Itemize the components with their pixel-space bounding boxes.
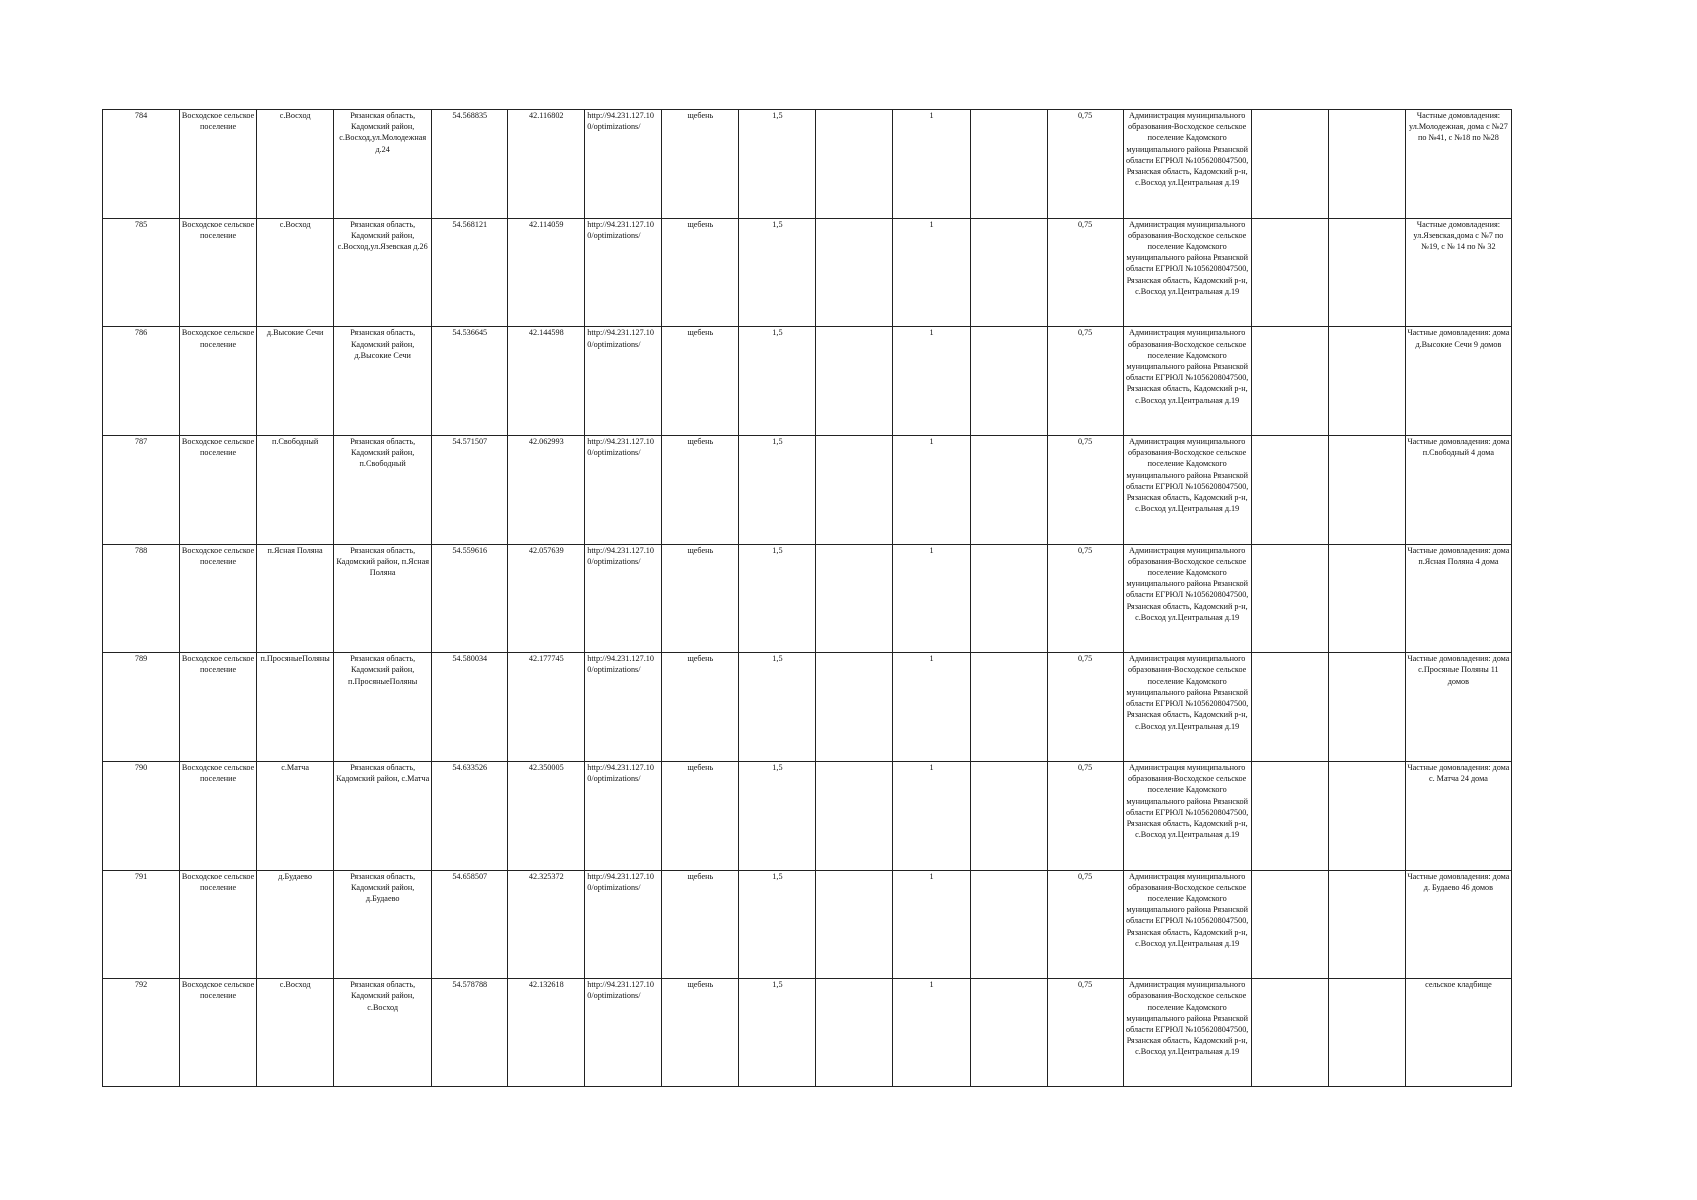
longitude-cell: 42.116802: [508, 110, 585, 219]
settlement-cell: Восходское сельское поселение: [180, 110, 257, 219]
surface-type-cell: щебень: [662, 435, 739, 544]
settlement-cell: Восходское сельское поселение: [180, 979, 257, 1087]
table-row: [103, 653, 1512, 762]
owner-info-cell: Администрация муниципального образования-Восходское сельское поселение Кадомского муниципального района Рязанской области ЕГРЮЛ №1056208047500, Рязанская область, Кадомский р-н, с.Восход ул.Центральная д.19: [1123, 435, 1251, 544]
area-cell: 1,5: [739, 435, 816, 544]
container-count-cell: 1: [893, 327, 970, 436]
table-row: [103, 544, 1512, 653]
latitude-cell: 54.571507: [432, 435, 508, 544]
waste-sources-cell: Частные домовладения: дома д.Высокие Сечи 9 домов: [1405, 327, 1511, 436]
empty-cell: [970, 110, 1047, 219]
row-number-cell: 784: [103, 110, 180, 219]
empty-cell: [816, 544, 893, 653]
container-volume-cell: 0,75: [1047, 870, 1123, 979]
empty-cell: [816, 653, 893, 762]
empty-cell: [970, 870, 1047, 979]
empty-cell: [1251, 761, 1328, 870]
address-cell: Рязанская область, Кадомский район, с.Восход,ул.Молодежная д.24: [334, 110, 432, 219]
empty-cell: [816, 110, 893, 219]
owner-info-cell: Администрация муниципального образования-Восходское сельское поселение Кадомского муниципального района Рязанской области ЕГРЮЛ №1056208047500, Рязанская область, Кадомский р-н, с.Восход ул.Центральная д.19: [1123, 870, 1251, 979]
latitude-cell: 54.568121: [432, 218, 508, 327]
waste-sites-table: [102, 109, 1512, 1087]
table-row: [103, 435, 1512, 544]
area-cell: 1,5: [739, 761, 816, 870]
row-number-cell: 787: [103, 435, 180, 544]
longitude-cell: 42.350005: [508, 761, 585, 870]
container-volume-cell: 0,75: [1047, 218, 1123, 327]
surface-type-cell: щебень: [662, 110, 739, 219]
address-cell: Рязанская область, Кадомский район, п.ПросяныеПоляны: [334, 653, 432, 762]
container-volume-cell: 0,75: [1047, 110, 1123, 219]
empty-cell: [1251, 218, 1328, 327]
optimization-link[interactable]: http://94.231.127.10 0/optimizations/: [585, 544, 662, 653]
area-cell: 1,5: [739, 218, 816, 327]
waste-sources-cell: Частные домовладения: ул.Молодежная, дома с №27 по №41, с №18 по №28: [1405, 110, 1511, 219]
latitude-cell: 54.658507: [432, 870, 508, 979]
empty-cell: [816, 979, 893, 1087]
optimization-link[interactable]: http://94.231.127.10 0/optimizations/: [585, 761, 662, 870]
longitude-cell: 42.325372: [508, 870, 585, 979]
longitude-cell: 42.144598: [508, 327, 585, 436]
empty-cell: [816, 327, 893, 436]
waste-sources-cell: Частные домовладения: дома с. Матча 24 дома: [1405, 761, 1511, 870]
address-cell: Рязанская область, Кадомский район, п.Ясная Поляна: [334, 544, 432, 653]
empty-cell: [970, 435, 1047, 544]
container-count-cell: 1: [893, 544, 970, 653]
settlement-cell: Восходское сельское поселение: [180, 544, 257, 653]
container-count-cell: 1: [893, 218, 970, 327]
surface-type-cell: щебень: [662, 544, 739, 653]
area-cell: 1,5: [739, 327, 816, 436]
optimization-link[interactable]: http://94.231.127.10 0/optimizations/: [585, 653, 662, 762]
locality-cell: п.ПросяныеПоляны: [257, 653, 334, 762]
settlement-cell: Восходское сельское поселение: [180, 761, 257, 870]
owner-info-cell: Администрация муниципального образования-Восходское сельское поселение Кадомского муниципального района Рязанской области ЕГРЮЛ №1056208047500, Рязанская область, Кадомский р-н, с.Восход ул.Центральная д.19: [1123, 218, 1251, 327]
container-count-cell: 1: [893, 435, 970, 544]
latitude-cell: 54.559616: [432, 544, 508, 653]
optimization-link[interactable]: http://94.231.127.10 0/optimizations/: [585, 327, 662, 436]
table-row: [103, 327, 1512, 436]
empty-cell: [1328, 110, 1405, 219]
table-row: [103, 110, 1512, 219]
latitude-cell: 54.580034: [432, 653, 508, 762]
surface-type-cell: щебень: [662, 218, 739, 327]
table-body: [103, 110, 1512, 1087]
row-number-cell: 790: [103, 761, 180, 870]
surface-type-cell: щебень: [662, 761, 739, 870]
address-cell: Рязанская область, Кадомский район, д.Будаево: [334, 870, 432, 979]
table-row: [103, 218, 1512, 327]
surface-type-cell: щебень: [662, 979, 739, 1087]
empty-cell: [970, 653, 1047, 762]
owner-info-cell: Администрация муниципального образования-Восходское сельское поселение Кадомского муниципального района Рязанской области ЕГРЮЛ №1056208047500, Рязанская область, Кадомский р-н, с.Восход ул.Центральная д.19: [1123, 327, 1251, 436]
surface-type-cell: щебень: [662, 327, 739, 436]
container-count-cell: 1: [893, 761, 970, 870]
locality-cell: с.Восход: [257, 110, 334, 219]
locality-cell: с.Матча: [257, 761, 334, 870]
surface-type-cell: щебень: [662, 870, 739, 979]
optimization-link[interactable]: http://94.231.127.10 0/optimizations/: [585, 435, 662, 544]
waste-sources-cell: Частные домовладения: ул.Язевская,дома с №7 по №19, с № 14 по № 32: [1405, 218, 1511, 327]
address-cell: Рязанская область, Кадомский район, с.Восход: [334, 979, 432, 1087]
empty-cell: [1251, 979, 1328, 1087]
container-volume-cell: 0,75: [1047, 761, 1123, 870]
empty-cell: [970, 218, 1047, 327]
optimization-link[interactable]: http://94.231.127.10 0/optimizations/: [585, 110, 662, 219]
optimization-link[interactable]: http://94.231.127.10 0/optimizations/: [585, 979, 662, 1087]
waste-sources-cell: Частные домовладения: дома с.Просяные Поляны 11 домов: [1405, 653, 1511, 762]
row-number-cell: 786: [103, 327, 180, 436]
locality-cell: д.Будаево: [257, 870, 334, 979]
container-count-cell: 1: [893, 870, 970, 979]
area-cell: 1,5: [739, 110, 816, 219]
empty-cell: [1328, 870, 1405, 979]
empty-cell: [816, 761, 893, 870]
row-number-cell: 791: [103, 870, 180, 979]
settlement-cell: Восходское сельское поселение: [180, 218, 257, 327]
settlement-cell: Восходское сельское поселение: [180, 327, 257, 436]
container-volume-cell: 0,75: [1047, 544, 1123, 653]
empty-cell: [816, 870, 893, 979]
empty-cell: [1328, 761, 1405, 870]
address-cell: Рязанская область, Кадомский район, с.Восход,ул.Язевская д.26: [334, 218, 432, 327]
longitude-cell: 42.057639: [508, 544, 585, 653]
locality-cell: д.Высокие Сечи: [257, 327, 334, 436]
row-number-cell: 788: [103, 544, 180, 653]
owner-info-cell: Администрация муниципального образования-Восходское сельское поселение Кадомского муниципального района Рязанской области ЕГРЮЛ №1056208047500, Рязанская область, Кадомский р-н, с.Восход ул.Центральная д.19: [1123, 761, 1251, 870]
optimization-link[interactable]: http://94.231.127.10 0/optimizations/: [585, 870, 662, 979]
empty-cell: [970, 979, 1047, 1087]
empty-cell: [1328, 218, 1405, 327]
empty-cell: [1251, 544, 1328, 653]
empty-cell: [816, 435, 893, 544]
optimization-link[interactable]: http://94.231.127.10 0/optimizations/: [585, 218, 662, 327]
latitude-cell: 54.536645: [432, 327, 508, 436]
area-cell: 1,5: [739, 544, 816, 653]
longitude-cell: 42.177745: [508, 653, 585, 762]
surface-type-cell: щебень: [662, 653, 739, 762]
empty-cell: [970, 761, 1047, 870]
table-row: [103, 979, 1512, 1087]
area-cell: 1,5: [739, 653, 816, 762]
container-volume-cell: 0,75: [1047, 653, 1123, 762]
row-number-cell: 789: [103, 653, 180, 762]
empty-cell: [970, 327, 1047, 436]
container-count-cell: 1: [893, 110, 970, 219]
empty-cell: [1251, 435, 1328, 544]
table-row: [103, 870, 1512, 979]
address-cell: Рязанская область, Кадомский район, д.Высокие Сечи: [334, 327, 432, 436]
row-number-cell: 792: [103, 979, 180, 1087]
settlement-cell: Восходское сельское поселение: [180, 435, 257, 544]
address-cell: Рязанская область, Кадомский район, с.Матча: [334, 761, 432, 870]
container-volume-cell: 0,75: [1047, 979, 1123, 1087]
area-cell: 1,5: [739, 870, 816, 979]
table-row: [103, 761, 1512, 870]
longitude-cell: 42.114059: [508, 218, 585, 327]
settlement-cell: Восходское сельское поселение: [180, 653, 257, 762]
owner-info-cell: Администрация муниципального образования-Восходское сельское поселение Кадомского муниципального района Рязанской области ЕГРЮЛ №1056208047500, Рязанская область, Кадомский р-н, с.Восход ул.Центральная д.19: [1123, 110, 1251, 219]
empty-cell: [1251, 653, 1328, 762]
empty-cell: [1328, 653, 1405, 762]
empty-cell: [1328, 979, 1405, 1087]
empty-cell: [1251, 870, 1328, 979]
container-volume-cell: 0,75: [1047, 435, 1123, 544]
latitude-cell: 54.578788: [432, 979, 508, 1087]
longitude-cell: 42.132618: [508, 979, 585, 1087]
locality-cell: с.Восход: [257, 979, 334, 1087]
latitude-cell: 54.568835: [432, 110, 508, 219]
empty-cell: [1328, 435, 1405, 544]
waste-sources-cell: Частные домовладения: дома п.Свободный 4 дома: [1405, 435, 1511, 544]
longitude-cell: 42.062993: [508, 435, 585, 544]
container-count-cell: 1: [893, 979, 970, 1087]
latitude-cell: 54.633526: [432, 761, 508, 870]
owner-info-cell: Администрация муниципального образования-Восходское сельское поселение Кадомского муниципального района Рязанской области ЕГРЮЛ №1056208047500, Рязанская область, Кадомский р-н, с.Восход ул.Центральная д.19: [1123, 979, 1251, 1087]
empty-cell: [1328, 544, 1405, 653]
locality-cell: п.Свободный: [257, 435, 334, 544]
owner-info-cell: Администрация муниципального образования-Восходское сельское поселение Кадомского муниципального района Рязанской области ЕГРЮЛ №1056208047500, Рязанская область, Кадомский р-н, с.Восход ул.Центральная д.19: [1123, 544, 1251, 653]
settlement-cell: Восходское сельское поселение: [180, 870, 257, 979]
waste-sources-cell: Частные домовладения: дома д. Будаево 46 домов: [1405, 870, 1511, 979]
owner-info-cell: Администрация муниципального образования-Восходское сельское поселение Кадомского муниципального района Рязанской области ЕГРЮЛ №1056208047500, Рязанская область, Кадомский р-н, с.Восход ул.Центральная д.19: [1123, 653, 1251, 762]
empty-cell: [970, 544, 1047, 653]
locality-cell: с.Восход: [257, 218, 334, 327]
container-count-cell: 1: [893, 653, 970, 762]
empty-cell: [816, 218, 893, 327]
waste-sources-cell: сельское кладбище: [1405, 979, 1511, 1087]
empty-cell: [1251, 327, 1328, 436]
address-cell: Рязанская область, Кадомский район, п.Свободный: [334, 435, 432, 544]
container-volume-cell: 0,75: [1047, 327, 1123, 436]
row-number-cell: 785: [103, 218, 180, 327]
area-cell: 1,5: [739, 979, 816, 1087]
empty-cell: [1328, 327, 1405, 436]
empty-cell: [1251, 110, 1328, 219]
locality-cell: п.Ясная Поляна: [257, 544, 334, 653]
waste-sources-cell: Частные домовладения: дома п.Ясная Поляна 4 дома: [1405, 544, 1511, 653]
